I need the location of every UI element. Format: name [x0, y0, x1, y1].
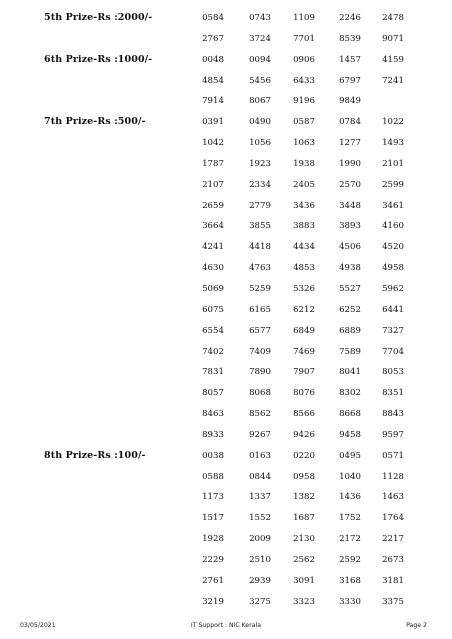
- number-row: [0, 323, 452, 344]
- ticket-number: 2510: [249, 554, 271, 565]
- number-row: [0, 198, 452, 219]
- ticket-number: 3436: [293, 200, 315, 211]
- number-row: [0, 427, 452, 448]
- number-row: [0, 510, 452, 531]
- ticket-number: 2562: [293, 554, 315, 565]
- ticket-number: 7831: [202, 367, 224, 378]
- number-row: [0, 489, 452, 510]
- ticket-number: 6849: [293, 325, 315, 336]
- ticket-number: 4506: [339, 242, 361, 253]
- ticket-number: 7409: [249, 346, 271, 357]
- ticket-number: 2478: [382, 13, 404, 23]
- ticket-number: 5326: [293, 283, 315, 294]
- ticket-number: 4520: [382, 242, 404, 253]
- number-row: [0, 573, 452, 594]
- ticket-number: 3275: [249, 596, 271, 607]
- ticket-number: 8668: [339, 409, 361, 420]
- ticket-number: 4434: [293, 242, 315, 253]
- number-row: [0, 448, 452, 469]
- number-row: [0, 385, 452, 406]
- ticket-number: 6797: [339, 75, 361, 86]
- ticket-number: 6252: [339, 304, 361, 315]
- ticket-number: 2779: [249, 200, 271, 211]
- footer-support: IT Support : NIC Kerala: [190, 622, 262, 629]
- ticket-number: 0588: [202, 471, 224, 482]
- ticket-number: 0495: [339, 450, 361, 461]
- ticket-number: 3091: [293, 575, 315, 586]
- ticket-number: 3375: [382, 596, 404, 607]
- ticket-number: 1128: [382, 471, 404, 482]
- number-row: [0, 531, 452, 552]
- number-row: [0, 31, 452, 52]
- ticket-number: 4854: [202, 75, 224, 86]
- ticket-number: 0094: [249, 54, 271, 65]
- ticket-number: 2130: [293, 534, 315, 545]
- ticket-number: 7914: [202, 96, 224, 107]
- ticket-number: 0784: [339, 117, 361, 128]
- ticket-number: 8076: [293, 388, 315, 399]
- number-row: [0, 177, 452, 198]
- ticket-number: 0906: [293, 54, 315, 65]
- number-row: [0, 114, 452, 135]
- ticket-number: 3461: [382, 200, 404, 211]
- ticket-number: 2939: [249, 575, 271, 586]
- ticket-number: 8463: [202, 409, 224, 420]
- ticket-number: 8933: [202, 429, 224, 440]
- ticket-number: 1764: [382, 513, 404, 524]
- prize-heading: 6th Prize-Rs :1000/-: [44, 53, 153, 65]
- ticket-number: 7907: [293, 367, 315, 378]
- ticket-number: 8041: [339, 367, 361, 378]
- ticket-number: 2246: [339, 13, 361, 23]
- ticket-number: 0844: [249, 471, 271, 482]
- ticket-number: 1109: [293, 13, 315, 23]
- ticket-number: 2009: [249, 534, 271, 545]
- ticket-number: 6075: [202, 304, 224, 315]
- ticket-number: 0490: [249, 117, 271, 128]
- ticket-number: 5962: [382, 283, 404, 294]
- footer-page-number: Page 2: [406, 622, 427, 629]
- ticket-number: 0587: [293, 117, 315, 128]
- ticket-number: 4418: [249, 242, 271, 253]
- number-row: [0, 594, 452, 615]
- ticket-number: 5069: [202, 283, 224, 294]
- ticket-number: 8566: [293, 409, 315, 420]
- ticket-number: 2599: [382, 179, 404, 190]
- ticket-number: 4958: [382, 263, 404, 274]
- number-row: [0, 10, 452, 31]
- ticket-number: 1042: [202, 138, 224, 149]
- ticket-number: 2659: [202, 200, 224, 211]
- prize-heading: 5th Prize-Rs :2000/-: [44, 12, 153, 23]
- ticket-number: 1056: [249, 138, 271, 149]
- ticket-number: 3855: [249, 221, 271, 232]
- ticket-number: 9267: [249, 429, 271, 440]
- ticket-number: 1687: [293, 513, 315, 524]
- ticket-number: 1040: [339, 471, 361, 482]
- number-row: [0, 239, 452, 260]
- ticket-number: 5456: [249, 75, 271, 86]
- ticket-number: 6165: [249, 304, 271, 315]
- ticket-number: 3724: [249, 33, 271, 44]
- ticket-number: 2172: [339, 534, 361, 545]
- ticket-number: 3448: [339, 200, 361, 211]
- ticket-number: 2101: [382, 158, 404, 169]
- ticket-number: 4159: [382, 54, 404, 65]
- ticket-number: 9458: [339, 429, 361, 440]
- number-row: [0, 364, 452, 385]
- ticket-number: 1277: [339, 138, 361, 149]
- ticket-number: 7241: [382, 75, 404, 86]
- ticket-number: 4938: [339, 263, 361, 274]
- number-row: [0, 73, 452, 94]
- ticket-number: 1787: [202, 158, 224, 169]
- ticket-number: 1436: [339, 492, 361, 503]
- ticket-number: 4241: [202, 242, 224, 253]
- ticket-number: 0571: [382, 450, 404, 461]
- ticket-number: 2107: [202, 179, 224, 190]
- ticket-number: 1552: [249, 513, 271, 524]
- prize-results: [0, 10, 452, 614]
- ticket-number: 8067: [249, 96, 271, 107]
- number-row: [0, 552, 452, 573]
- ticket-number: 1923: [249, 158, 271, 169]
- ticket-number: 1493: [382, 138, 404, 149]
- ticket-number: 2229: [202, 554, 224, 565]
- ticket-number: 2592: [339, 554, 361, 565]
- ticket-number: 9196: [293, 96, 315, 107]
- ticket-number: 9597: [382, 429, 404, 440]
- ticket-number: 8053: [382, 367, 404, 378]
- ticket-number: 4160: [382, 221, 404, 232]
- ticket-number: 1173: [202, 492, 224, 503]
- ticket-number: 7704: [382, 346, 404, 357]
- ticket-number: 0220: [293, 450, 315, 461]
- number-row: [0, 260, 452, 281]
- ticket-number: 9849: [339, 96, 361, 107]
- ticket-number: 1463: [382, 492, 404, 503]
- ticket-number: 4763: [249, 263, 271, 274]
- ticket-number: 9071: [382, 33, 404, 44]
- ticket-number: 7327: [382, 325, 404, 336]
- ticket-number: 5527: [339, 283, 361, 294]
- number-row: [0, 344, 452, 365]
- ticket-number: 0163: [249, 450, 271, 461]
- number-row: [0, 302, 452, 323]
- number-row: [0, 469, 452, 490]
- ticket-number: 3893: [339, 221, 361, 232]
- number-row: [0, 93, 452, 114]
- ticket-number: 6433: [293, 75, 315, 86]
- ticket-number: 7701: [293, 33, 315, 44]
- ticket-number: 1063: [293, 138, 315, 149]
- ticket-number: 1928: [202, 534, 224, 545]
- ticket-number: 1990: [339, 158, 361, 169]
- number-row: [0, 218, 452, 239]
- number-row: [0, 156, 452, 177]
- ticket-number: 1337: [249, 492, 271, 503]
- number-row: [0, 52, 452, 73]
- prize-heading: 8th Prize-Rs :100/-: [44, 449, 146, 461]
- ticket-number: 2334: [249, 179, 271, 190]
- number-row: [0, 135, 452, 156]
- ticket-number: 5259: [249, 283, 271, 294]
- ticket-number: 6577: [249, 325, 271, 336]
- ticket-number: 1382: [293, 492, 315, 503]
- ticket-number: 2405: [293, 179, 315, 190]
- ticket-number: 6554: [202, 325, 224, 336]
- ticket-number: 2570: [339, 179, 361, 190]
- ticket-number: 7469: [293, 346, 315, 357]
- ticket-number: 1457: [339, 54, 361, 65]
- ticket-number: 8562: [249, 409, 271, 420]
- ticket-number: 2217: [382, 534, 404, 545]
- ticket-number: 2761: [202, 575, 224, 586]
- ticket-number: 2673: [382, 554, 404, 565]
- ticket-number: 7890: [249, 367, 271, 378]
- footer-date: 03/05/2021: [20, 622, 56, 629]
- ticket-number: 1022: [382, 117, 404, 128]
- ticket-number: 6441: [382, 304, 404, 315]
- ticket-number: 0958: [293, 471, 315, 482]
- ticket-number: 8351: [382, 388, 404, 399]
- ticket-number: 0584: [202, 13, 224, 23]
- ticket-number: 6212: [293, 304, 315, 315]
- ticket-number: 4630: [202, 263, 224, 274]
- ticket-number: 1517: [202, 513, 224, 524]
- ticket-number: 3323: [293, 596, 315, 607]
- ticket-number: 8539: [339, 33, 361, 44]
- prize-heading: 7th Prize-Rs :500/-: [44, 116, 146, 128]
- number-row: [0, 281, 452, 302]
- ticket-number: 8068: [249, 388, 271, 399]
- ticket-number: 8843: [382, 409, 404, 420]
- ticket-number: 8302: [339, 388, 361, 399]
- ticket-number: 3330: [339, 596, 361, 607]
- ticket-number: 8057: [202, 388, 224, 399]
- ticket-number: 7589: [339, 346, 361, 357]
- ticket-number: 4853: [293, 263, 315, 274]
- ticket-number: 3664: [202, 221, 224, 232]
- ticket-number: 0743: [249, 13, 271, 23]
- ticket-number: 1938: [293, 158, 315, 169]
- ticket-number: 7402: [202, 346, 224, 357]
- ticket-number: 1752: [339, 513, 361, 524]
- ticket-number: 6889: [339, 325, 361, 336]
- number-row: [0, 406, 452, 427]
- ticket-number: 0048: [202, 54, 224, 65]
- ticket-number: 0391: [202, 117, 224, 128]
- ticket-number: 9426: [293, 429, 315, 440]
- ticket-number: 3168: [339, 575, 361, 586]
- ticket-number: 3219: [202, 596, 224, 607]
- ticket-number: 0038: [202, 450, 224, 461]
- ticket-number: 3883: [293, 221, 315, 232]
- ticket-number: 3181: [382, 575, 404, 586]
- ticket-number: 2767: [202, 33, 224, 44]
